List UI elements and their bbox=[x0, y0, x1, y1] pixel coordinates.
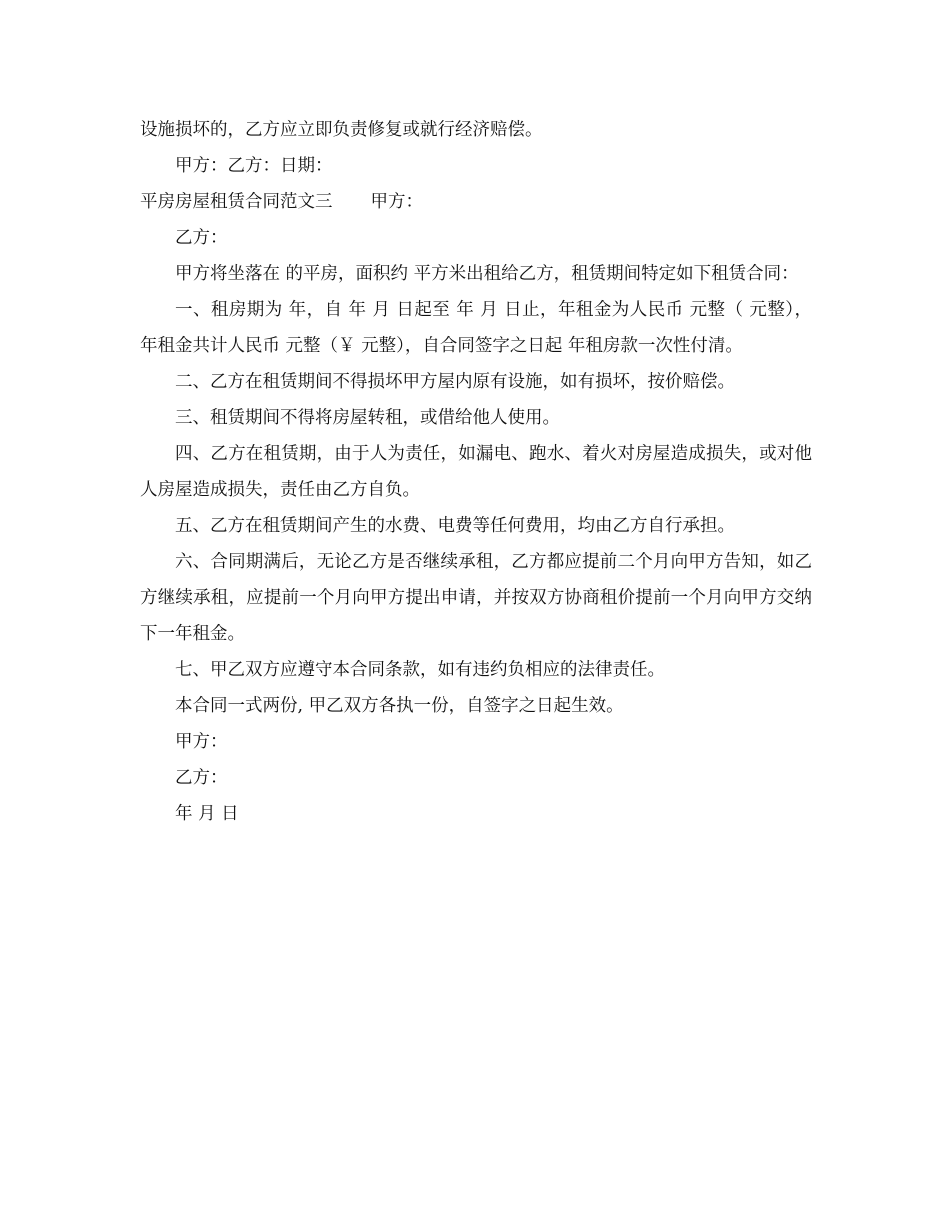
signature-party-b: 乙方： bbox=[175, 768, 228, 788]
clause-4-liability: 四、乙方在租赁期，由于人为责任，如漏电、跑水、着火对房屋造成损失，或对他人房屋造成损失，责任由乙方自负。 bbox=[140, 444, 812, 500]
paragraph-intro: 甲方将坐落在 的平房，面积约 平方米出租给乙方，租赁期间特定如下租赁合同： bbox=[175, 264, 799, 284]
signature-party-a: 甲方： bbox=[175, 732, 228, 752]
clause-7-compliance: 七、甲乙双方应遵守本合同条款，如有违约负相应的法律责任。 bbox=[175, 660, 665, 680]
party-a-label: 甲方： bbox=[370, 192, 423, 212]
clause-1-rent-term: 一、租房期为 年，自 年 月 日起至 年 月 日止，年租金为人民币 元整（ 元整）， 年租金共计人民币 元整（￥ 元整），自合同签字之日起 年租房款一次性付清。 bbox=[140, 300, 812, 356]
signature-date: 年 月 日 bbox=[175, 804, 239, 824]
contract-title: 平房房屋租赁合同范文三 bbox=[140, 192, 333, 212]
paragraph-copies: 本合同一式两份, 甲乙双方各执一份，自签字之日起生效。 bbox=[175, 696, 624, 716]
clause-2-no-damage: 二、乙方在租赁期间不得损坏甲方屋内原有设施，如有损坏，按价赔偿。 bbox=[175, 372, 735, 392]
contract-title-line bbox=[140, 184, 812, 220]
clause-3-no-sublet: 三、租赁期间不得将房屋转租，或借给他人使用。 bbox=[175, 408, 560, 428]
clause-5-utilities: 五、乙方在租赁期间产生的水费、电费等任何费用，均由乙方自行承担。 bbox=[175, 516, 735, 536]
document-body bbox=[140, 112, 812, 832]
clause-6-renewal: 六、合同期满后，无论乙方是否继续承租，乙方都应提前二个月向甲方告知，如乙方继续承租，应提前一个月向甲方提出申请，并按双方协商租价提前一个月向甲方交纳下一年租金。 bbox=[140, 552, 812, 644]
paragraph-facility-damage: 设施损坏的，乙方应立即负责修复或就行经济赔偿。 bbox=[140, 120, 543, 140]
paragraph-signature-line: 甲方：乙方：日期： bbox=[175, 156, 333, 176]
party-b-label: 乙方： bbox=[175, 228, 228, 248]
